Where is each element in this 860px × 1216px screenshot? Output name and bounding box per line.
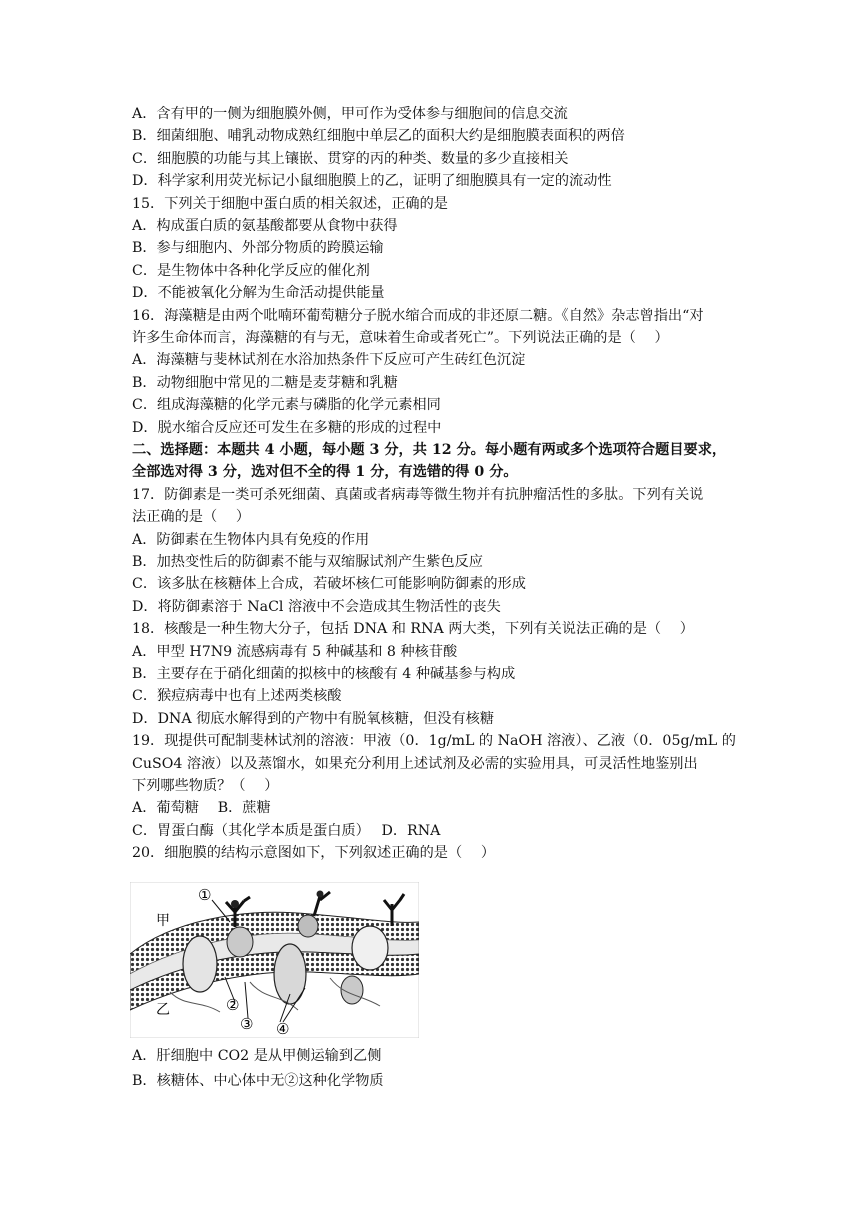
text-line: C．猴痘病毒中也有上述两类核酸 [132,688,342,705]
text-line: D．科学家利用荧光标记小鼠细胞膜上的乙，证明了细胞膜具有一定的流动性 [132,173,612,190]
text-line: A．含有甲的一侧为细胞膜外侧，甲可作为受体参与细胞间的信息交流 [132,106,568,122]
text-line: 16．海藻糖是由两个吡喃环葡萄糖分子脱水缩合而成的非还原二糖。《自然》杂志曾指出“对 [132,307,704,324]
text-line: A．构成蛋白质的氨基酸都要从食物中获得 [132,218,398,234]
text-line: A．防御素在生物体内具有免疫的作用 [132,531,370,548]
text-line: 18．核酸是一种生物大分子，包括 DNA 和 RNA 两大类，下列有关说法正确的是（ ） [132,621,694,638]
text-line: 19．现提供可配制斐林试剂的溶液：甲液（0．1g/mL 的 NaOH 溶液）、乙液（0．05g/mL 的 [132,733,736,750]
text-line: A．甲型 H7N9 流感病毒有 5 种碱基和 8 种核苷酸 [132,643,458,660]
option-line: A．肝细胞中 CO2 是从甲侧运输到乙侧 [132,1048,382,1064]
option-line: B．核糖体、中心体中无②这种化学物质 [132,1073,384,1089]
label-yi: 乙 [156,1002,170,1018]
text-line: B．加热变性后的防御素不能与双缩脲试剂产生紫色反应 [132,554,483,570]
marker-3: ③ [240,1015,254,1033]
text-line: D．不能被氧化分解为生命活动提供能量 [132,285,385,302]
text-line: D．DNA 彻底水解得到的产物中有脱氧核糖，但没有核糖 [132,710,495,727]
text-line: D．将防御素溶于 NaCl 溶液中不会造成其生物活性的丧失 [132,598,501,615]
marker-2: ② [226,996,240,1014]
protein-shape [183,936,217,992]
text-line: CuSO4 溶液）以及蒸馏水，如果充分利用上述试剂及必需的实验用具，可灵活性地鉴别出 [132,755,698,772]
text-line: 许多生命体而言，海藻糖的有与无，意味着生命或者死亡”。下列说法正确的是（ ） [132,330,669,346]
cell-membrane-figure [130,882,419,1038]
text-line: 15．下列关于细胞中蛋白质的相关叙述，正确的是 [132,195,448,212]
marker-4: ④ [276,1020,290,1038]
text-line: 17．防御素是一类可杀死细菌、真菌或者病毒等微生物并有抗肿瘤活性的多肽。下列有关说 [132,486,704,503]
label-jia: 甲 [156,913,170,929]
text-line: C．胃蛋白酶（其化学本质是蛋白质） D．RNA [132,822,441,839]
text-line: B．主要存在于硝化细菌的拟核中的核酸有 4 种碱基参与构成 [132,666,516,682]
text-line: B．参与细胞内、外部分物质的跨膜运输 [132,240,384,257]
text-line: B．细菌细胞、哺乳动物成熟红细胞中单层乙的面积大约是细胞膜表面积的两倍 [132,128,625,145]
text-line: 全部选对得 3 分，选对但不全的得 1 分，有选错的得 0 分。 [132,464,518,481]
marker-1: ① [198,886,212,904]
text-line: B．动物细胞中常见的二糖是麦芽糖和乳糖 [132,374,398,391]
text-line: 法正确的是（ ） [132,509,251,526]
text-line: C．是生物体中各种化学反应的催化剂 [132,262,370,279]
cell-membrane-diagram [130,882,419,1038]
text-line: 下列哪些物质？（ ） [132,778,279,794]
text-line: A．海藻糖与斐林试剂在水浴加热条件下反应可产生砖红色沉淀 [132,352,526,369]
text-line: 二、选择题：本题共 4 小题，每小题 3 分，共 12 分。每小题有两或多个选项符合题目要求， [132,442,727,458]
text-line: C．该多肽在核糖体上合成，若破坏核仁可能影响防御素的形成 [132,576,526,593]
text-line: C．组成海藻糖的化学元素与磷脂的化学元素相同 [132,397,441,414]
text-line: D．脱水缩合反应还可发生在多糖的形成的过程中 [132,419,442,436]
text-line: A．葡萄糖 B．蔗糖 [132,800,271,817]
text-line: 20．细胞膜的结构示意图如下，下列叙述正确的是（ ） [132,845,496,862]
text-line: C．细胞膜的功能与其上镶嵌、贯穿的丙的种类、数量的多少直接相关 [132,150,569,167]
